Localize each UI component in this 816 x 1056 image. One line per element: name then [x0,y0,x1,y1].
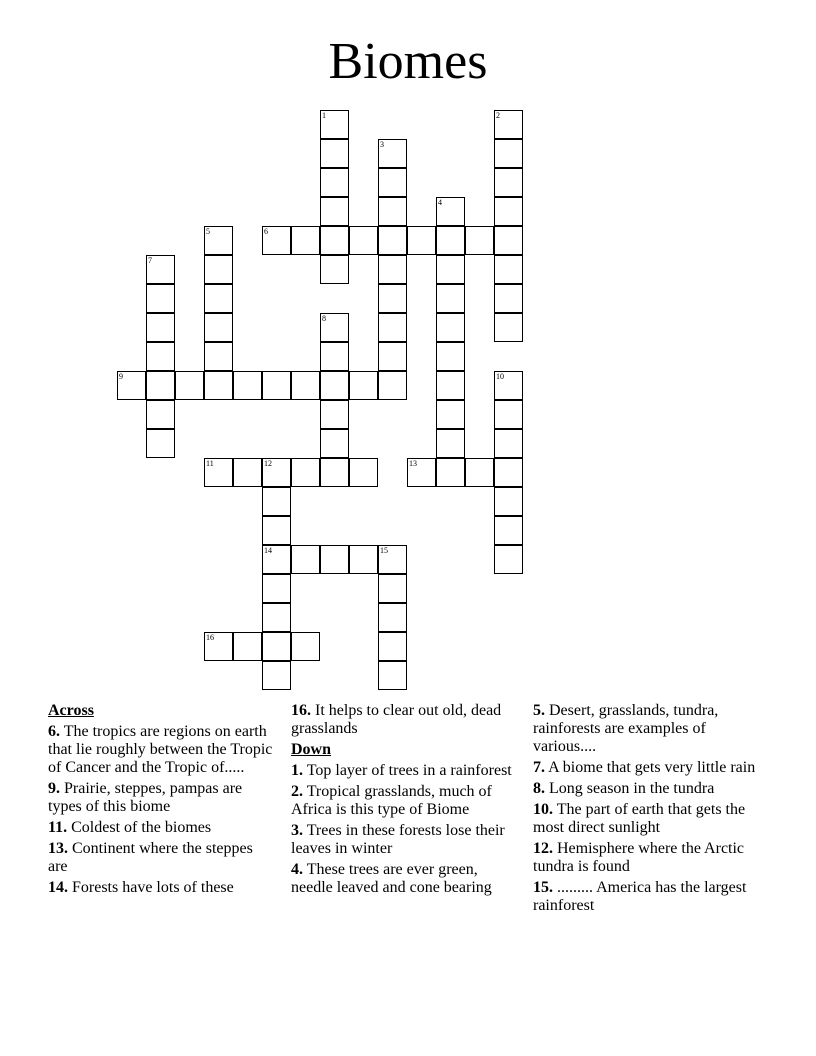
grid-cell[interactable] [204,226,233,255]
grid-cell[interactable] [262,226,291,255]
down-clue [291,822,519,858]
grid-cell[interactable] [146,284,175,313]
clue-number-label: 11 [206,459,214,468]
across-clue [48,879,276,897]
grid-cell[interactable] [320,458,349,487]
grid-cell[interactable] [494,545,523,574]
clue-number-label: 5 [206,227,210,236]
grid-cell[interactable] [320,313,349,342]
clue-number: 14. [48,879,68,896]
grid-cell[interactable] [262,603,291,632]
grid-cell[interactable] [320,342,349,371]
clue-number-label: 13 [409,459,417,468]
grid-cell[interactable] [436,400,465,429]
grid-cell[interactable] [494,458,523,487]
down-clue [291,762,519,780]
grid-cell[interactable] [436,342,465,371]
clue-text: Hemisphere where the Arctic tundra is found [533,840,745,875]
clue-number-label: 7 [148,256,152,265]
grid-cell[interactable] [320,139,349,168]
down-clue [291,783,519,819]
clue-number-label: 12 [264,459,272,468]
across-clue [48,723,276,777]
grid-cell[interactable] [436,284,465,313]
grid-cell[interactable] [233,371,262,400]
grid-cell[interactable] [233,458,262,487]
grid-cell[interactable] [291,371,320,400]
grid-cell[interactable] [378,255,407,284]
grid-cell[interactable] [349,458,378,487]
grid-cell[interactable] [146,429,175,458]
grid-cell[interactable] [378,603,407,632]
down-clue [533,879,761,915]
clue-number: 4. [291,861,303,878]
grid-cell[interactable] [349,226,378,255]
down-clue [533,801,761,837]
grid-cell[interactable] [320,545,349,574]
grid-cell[interactable] [494,400,523,429]
grid-cell[interactable] [262,661,291,690]
clue-number: 3. [291,822,303,839]
down-clue [533,702,761,756]
grid-cell[interactable] [262,371,291,400]
grid-cell[interactable] [378,226,407,255]
grid-cell[interactable] [407,226,436,255]
grid-cell[interactable] [320,429,349,458]
grid-cell[interactable] [204,342,233,371]
grid-cell[interactable] [117,371,146,400]
grid-cell[interactable] [436,226,465,255]
clue-number-label: 1 [322,111,326,120]
grid-cell[interactable] [320,255,349,284]
grid-cell[interactable] [494,516,523,545]
across-clue [291,702,519,738]
grid-cell[interactable] [494,197,523,226]
grid-cell[interactable] [494,487,523,516]
clue-number: 12. [533,840,553,857]
clue-number-label: 9 [119,372,123,381]
clue-number: 6. [48,723,60,740]
grid-cell[interactable] [320,400,349,429]
clue-number: 11. [48,819,68,836]
grid-cell[interactable] [494,168,523,197]
grid-cell[interactable] [204,284,233,313]
grid-cell[interactable] [378,545,407,574]
grid-cell[interactable] [349,545,378,574]
grid-cell[interactable] [436,458,465,487]
clue-column-2 [291,702,519,900]
grid-cell[interactable] [378,632,407,661]
puzzle-title: Biomes [328,33,488,90]
clue-number-label: 6 [264,227,268,236]
grid-cell[interactable] [262,574,291,603]
across-clue [48,840,276,876]
clue-number-label: 14 [264,546,272,555]
grid-cell[interactable] [320,110,349,139]
down-heading: Down [291,741,332,758]
grid-cell[interactable] [175,371,204,400]
grid-cell[interactable] [494,139,523,168]
grid-cell[interactable] [378,284,407,313]
clue-text: Long season in the tundra [549,780,715,797]
clue-number: 15. [533,879,553,896]
grid-cell[interactable] [494,110,523,139]
clue-number-label: 15 [380,546,388,555]
clue-text: ......... America has the largest rainforest [533,879,747,914]
grid-cell[interactable] [233,632,262,661]
grid-cell[interactable] [494,226,523,255]
down-clue [533,840,761,876]
down-clue [533,759,761,777]
clue-number: 13. [48,840,68,857]
clue-text: A biome that gets very little rain [548,759,756,776]
grid-cell[interactable] [494,371,523,400]
grid-cell[interactable] [262,545,291,574]
grid-cell[interactable] [320,226,349,255]
clue-text: The part of earth that gets the most direct sunlight [533,801,746,836]
clue-number: 2. [291,783,303,800]
grid-cell[interactable] [494,313,523,342]
grid-cell[interactable] [465,458,494,487]
grid-cell[interactable] [204,458,233,487]
clue-text: Continent where the steppes are [48,840,253,875]
grid-cell[interactable] [494,284,523,313]
clue-text: Desert, grasslands, tundra, rainforests are examples of various.... [533,702,719,755]
grid-cell[interactable] [436,255,465,284]
across-clue [48,819,276,837]
grid-cell[interactable] [407,458,436,487]
clue-number: 10. [533,801,553,818]
grid-cell[interactable] [378,574,407,603]
clue-number-label: 10 [496,372,504,381]
grid-cell[interactable] [204,255,233,284]
clue-number: 1. [291,762,303,779]
grid-cell[interactable] [146,400,175,429]
down-clue [291,861,519,897]
clue-column-3 [533,702,761,918]
grid-cell[interactable] [349,371,378,400]
clue-text: Trees in these forests lose their leaves in winter [291,822,505,857]
grid-cell[interactable] [436,371,465,400]
grid-cell[interactable] [320,371,349,400]
grid-cell[interactable] [320,168,349,197]
across-clue [48,780,276,816]
grid-cell[interactable] [291,458,320,487]
grid-cell[interactable] [436,197,465,226]
clue-number-label: 16 [206,633,214,642]
grid-cell[interactable] [465,226,494,255]
grid-cell[interactable] [262,516,291,545]
grid-cell[interactable] [378,342,407,371]
grid-cell[interactable] [436,313,465,342]
grid-cell[interactable] [204,371,233,400]
grid-cell[interactable] [146,371,175,400]
clue-text: The tropics are regions on earth that lie roughly between the Tropic of Cancer and the Tropic of..... [48,723,273,776]
clue-text: Coldest of the biomes [71,819,212,836]
clue-text: Top layer of trees in a rainforest [306,762,512,779]
grid-cell[interactable] [146,255,175,284]
grid-cell[interactable] [146,313,175,342]
grid-cell[interactable] [262,632,291,661]
clue-text: Forests have lots of these [72,879,234,896]
clue-number-label: 3 [380,140,384,149]
grid-cell[interactable] [378,168,407,197]
grid-cell[interactable] [494,429,523,458]
clue-text: It helps to clear out old, dead grasslands [291,702,502,737]
grid-cell[interactable] [262,487,291,516]
clue-number-label: 4 [438,198,442,207]
grid-cell[interactable] [494,255,523,284]
clue-number: 16. [291,702,311,719]
grid-cell[interactable] [378,661,407,690]
clue-number: 9. [48,780,60,797]
grid-cell[interactable] [320,197,349,226]
clue-number-label: 8 [322,314,326,323]
clue-text: Prairie, steppes, pampas are types of this biome [48,780,243,815]
clue-text: Tropical grasslands, much of Africa is this type of Biome [291,783,492,818]
clue-number-label: 2 [496,111,500,120]
grid-cell[interactable] [378,313,407,342]
grid-cell[interactable] [204,632,233,661]
clue-column-1 [48,702,276,900]
grid-cell[interactable] [291,545,320,574]
grid-cell[interactable] [436,429,465,458]
down-clue [533,780,761,798]
clue-text: These trees are ever green, needle leaved and cone bearing [291,861,492,896]
clue-number: 8. [533,780,545,797]
grid-cell[interactable] [291,226,320,255]
across-heading: Across [48,702,94,719]
clue-number: 7. [533,759,545,776]
grid-cell[interactable] [146,342,175,371]
clue-number: 5. [533,702,545,719]
grid-cell[interactable] [291,632,320,661]
grid-cell[interactable] [378,197,407,226]
grid-cell[interactable] [378,371,407,400]
grid-cell[interactable] [262,458,291,487]
grid-cell[interactable] [204,313,233,342]
grid-cell[interactable] [378,139,407,168]
